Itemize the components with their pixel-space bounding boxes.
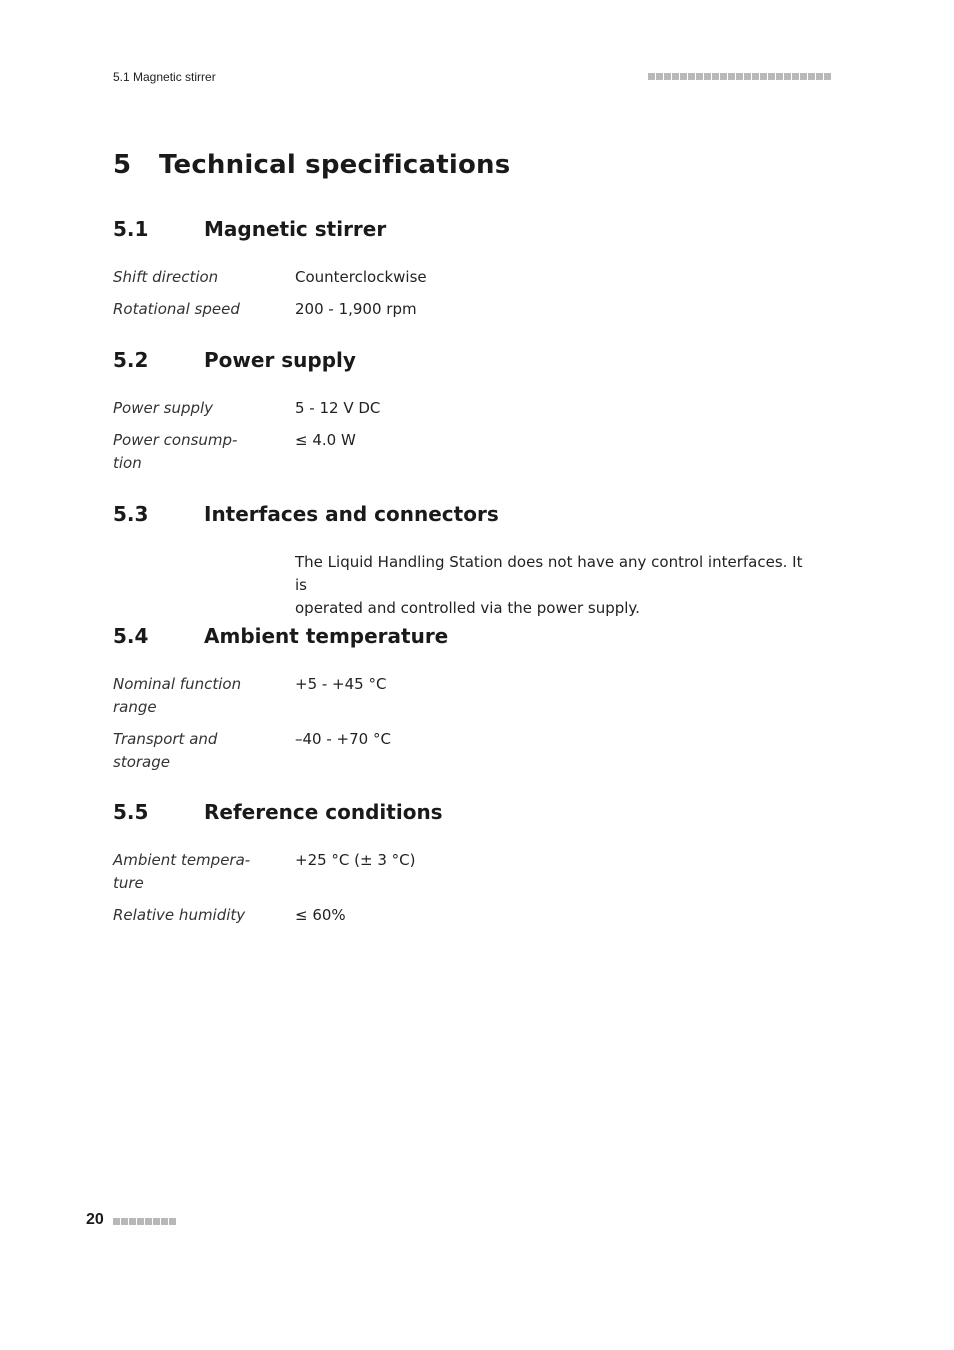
- spec-label: Relative humidity: [113, 906, 246, 924]
- spec-row: [113, 266, 813, 289]
- spec-value: ≤ 60%: [295, 906, 346, 924]
- spec-value: 5 - 12 V DC: [295, 399, 381, 417]
- section-title-text: Reference conditions: [204, 800, 443, 824]
- page-number: 20: [86, 1211, 104, 1228]
- section-number: 5.1: [113, 217, 149, 241]
- section-title-text: Magnetic stirrer: [204, 217, 387, 241]
- spec-label: Rotational speed: [113, 300, 240, 318]
- spec-row: [113, 849, 813, 895]
- spec-label: Nominal function range: [113, 675, 242, 716]
- section-title-5-1: [113, 217, 386, 241]
- chapter-title: [113, 150, 510, 180]
- spec-row: [113, 673, 813, 719]
- running-header: 5.1 Magnetic stirrer: [113, 70, 216, 84]
- spec-value: Counterclockwise: [295, 268, 427, 286]
- paragraph-line: The Liquid Handling Station does not have any control interfaces. It is: [295, 553, 803, 594]
- spec-label: Power consump- tion: [113, 431, 238, 472]
- section-number: 5.3: [113, 502, 149, 526]
- chapter-title-text: Technical specifications: [159, 150, 511, 180]
- spec-label: Ambient tempera- ture: [113, 851, 251, 892]
- section-title-text: Interfaces and connectors: [204, 502, 499, 526]
- spec-row: [113, 429, 813, 475]
- spec-value: –40 - +70 °C: [295, 730, 391, 748]
- section-title-text: Power supply: [204, 348, 356, 372]
- spec-label: Power supply: [113, 399, 214, 417]
- spec-value: +25 °C (± 3 °C): [295, 851, 416, 869]
- section-number: 5.4: [113, 624, 149, 648]
- chapter-number: 5: [113, 150, 132, 180]
- spec-value: ≤ 4.0 W: [295, 431, 356, 449]
- section-number: 5.2: [113, 348, 149, 372]
- section-number: 5.5: [113, 800, 149, 824]
- section-title-text: Ambient temperature: [204, 624, 449, 648]
- spec-row: [113, 298, 813, 321]
- spec-row: [113, 397, 813, 420]
- section-title-5-3: [113, 502, 499, 526]
- spec-label: Transport and storage: [113, 730, 218, 771]
- interfaces-paragraph: [295, 551, 815, 620]
- header-decoration: [648, 73, 831, 80]
- footer-decoration: [113, 1218, 176, 1225]
- spec-row: [113, 728, 813, 774]
- spec-row: [113, 904, 813, 927]
- paragraph-line: operated and controlled via the power supply.: [295, 599, 640, 617]
- spec-label: Shift direction: [113, 268, 219, 286]
- section-title-5-4: [113, 624, 448, 648]
- spec-value: +5 - +45 °C: [295, 675, 387, 693]
- section-title-5-2: [113, 348, 356, 372]
- spec-value: 200 - 1,900 rpm: [295, 300, 417, 318]
- section-title-5-5: [113, 800, 443, 824]
